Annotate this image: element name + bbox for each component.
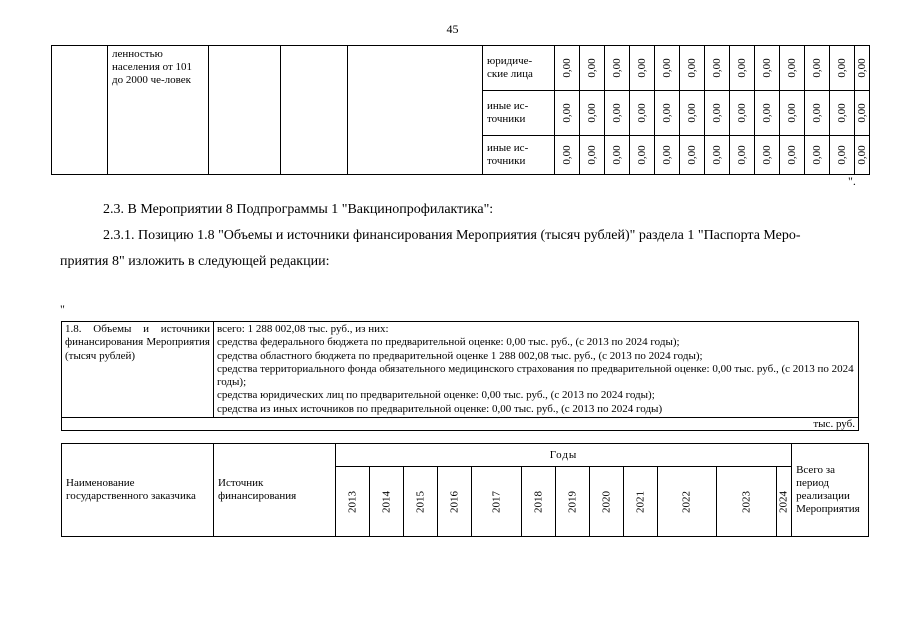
paragraph-2-3: 2.3. В Мероприятии 8 Подпрограммы 1 "Вакцинопрофилактика": xyxy=(103,202,494,217)
amount-cell xyxy=(630,46,655,91)
amount-cell xyxy=(805,91,830,136)
amount-cell xyxy=(755,91,780,136)
amount-value: 0,00 xyxy=(611,58,623,78)
amount-value: 0,00 xyxy=(636,103,648,123)
year-header-2016 xyxy=(438,467,472,537)
amount-value: 0,00 xyxy=(561,145,573,165)
amount-value: 0,00 xyxy=(586,145,598,165)
year-label: 2017 xyxy=(490,490,502,513)
year-label: 2021 xyxy=(634,490,646,513)
empty-cell xyxy=(348,46,483,175)
year-header-2014 xyxy=(370,467,404,537)
amount-value: 0,00 xyxy=(711,58,723,78)
amount-value: 0,00 xyxy=(761,145,773,165)
amount-cell xyxy=(605,91,630,136)
financing-line-other-sources: средства из иных источников по предварительной оценке: 0,00 тыс. руб., (с 2013 по 2024 годы) xyxy=(217,402,663,415)
year-label: 2014 xyxy=(380,490,392,513)
year-label: 2013 xyxy=(346,490,358,513)
financing-line-total: всего: 1 288 002,08 тыс. руб., из них: xyxy=(217,323,389,335)
amount-value: 0,00 xyxy=(561,58,573,78)
empty-cell xyxy=(209,46,281,175)
amount-value: 0,00 xyxy=(586,103,598,123)
position-label: 1.8. Объемы и источники финансирования Мероприятия (тысяч рублей) xyxy=(62,322,214,418)
amount-value: 0,00 xyxy=(836,58,848,78)
financing-line-regional: средства областного бюджета по предварительной оценке 1 288 002,08 тыс. руб., (с 2013 по 2024 годы); xyxy=(217,349,703,362)
year-label: 2020 xyxy=(600,490,612,513)
amount-cell xyxy=(705,91,730,136)
amount-cell xyxy=(780,91,805,136)
amount-cell xyxy=(855,91,870,136)
amount-cell xyxy=(805,136,830,175)
amount-cell xyxy=(855,46,870,91)
amount-cell xyxy=(705,46,730,91)
year-label: 2016 xyxy=(448,490,460,513)
amount-value: 0,00 xyxy=(856,145,868,165)
financing-table-continuation xyxy=(51,45,870,175)
amount-value: 0,00 xyxy=(811,58,823,78)
amount-cell xyxy=(755,46,780,91)
year-label: 2022 xyxy=(680,490,693,513)
amount-value: 0,00 xyxy=(736,103,748,123)
amount-cell xyxy=(830,136,855,175)
year-label: 2018 xyxy=(532,490,544,513)
opening-quote: " xyxy=(60,302,65,316)
customer-header: Наименование государственного заказчика xyxy=(62,444,214,537)
financing-description xyxy=(214,322,859,418)
amount-cell xyxy=(780,46,805,91)
amount-cell xyxy=(555,136,580,175)
year-header-2013 xyxy=(336,467,370,537)
year-header-2015 xyxy=(404,467,438,537)
amount-value: 0,00 xyxy=(686,58,698,78)
amount-value: 0,00 xyxy=(856,103,868,123)
amount-value: 0,00 xyxy=(636,145,648,165)
years-header: Годы xyxy=(336,444,792,467)
year-header-2019 xyxy=(556,467,590,537)
amount-value: 0,00 xyxy=(611,145,623,165)
amount-value: 0,00 xyxy=(711,145,723,165)
paragraph-2-3-1-line1: 2.3.1. Позицию 1.8 "Объемы и источники финансирования Мероприятия (тысяч рублей)" раздела 1 "Паспорта Меро- xyxy=(103,228,801,243)
amount-value: 0,00 xyxy=(661,103,673,123)
event-name-cell: ленностью населения от 101 до 2000 че-ловек xyxy=(108,46,209,175)
source-header: Источник финансирования xyxy=(214,444,336,537)
amount-value: 0,00 xyxy=(786,145,798,165)
amount-cell xyxy=(705,136,730,175)
amount-value: 0,00 xyxy=(736,58,748,78)
amount-cell xyxy=(780,136,805,175)
financing-line-legal-entities: средства юридических лиц по предварительной оценке: 0,00 тыс. руб., (с 2013 по 2024 годы); xyxy=(217,389,655,402)
amount-cell xyxy=(605,136,630,175)
year-header-2018 xyxy=(522,467,556,537)
amount-value: 0,00 xyxy=(561,103,573,123)
year-header-2020 xyxy=(590,467,624,537)
amount-value: 0,00 xyxy=(811,103,823,123)
amount-cell xyxy=(655,46,680,91)
unit-label: тыс. руб. xyxy=(62,418,859,431)
source-cell: иные ис-точники xyxy=(483,91,555,136)
amount-cell xyxy=(655,91,680,136)
amount-cell xyxy=(555,46,580,91)
amount-cell xyxy=(680,46,705,91)
amount-value: 0,00 xyxy=(711,103,723,123)
year-label: 2023 xyxy=(740,490,752,513)
paragraph-2-3-1-line2: приятия 8" изложить в следующей редакции: xyxy=(60,254,330,269)
closing-quote: ". xyxy=(848,174,856,188)
amount-value: 0,00 xyxy=(611,103,623,123)
year-header-2021 xyxy=(624,467,658,537)
amount-value: 0,00 xyxy=(661,145,673,165)
amount-value: 0,00 xyxy=(786,103,798,123)
amount-cell xyxy=(730,46,755,91)
amount-cell xyxy=(680,91,705,136)
amount-cell xyxy=(730,136,755,175)
amount-value: 0,00 xyxy=(761,58,773,78)
source-cell: иные ис-точники xyxy=(483,136,555,175)
amount-cell xyxy=(830,91,855,136)
year-label: 2024 xyxy=(777,490,790,513)
amount-value: 0,00 xyxy=(761,103,773,123)
year-header-2024 xyxy=(777,467,792,537)
amount-cell xyxy=(580,91,605,136)
amount-cell xyxy=(580,136,605,175)
amount-value: 0,00 xyxy=(586,58,598,78)
amount-cell xyxy=(630,136,655,175)
amount-cell xyxy=(555,91,580,136)
year-header-2022 xyxy=(658,467,717,537)
amount-cell xyxy=(655,136,680,175)
year-header-2023 xyxy=(717,467,777,537)
amount-value: 0,00 xyxy=(661,58,673,78)
amount-value: 0,00 xyxy=(686,103,698,123)
amount-cell xyxy=(855,136,870,175)
amount-value: 0,00 xyxy=(856,58,868,78)
amount-value: 0,00 xyxy=(836,103,848,123)
page-number: 45 xyxy=(446,22,459,36)
amount-cell xyxy=(580,46,605,91)
row-number-cell xyxy=(52,46,108,175)
financing-line-tfoms: средства территориального фонда обязательного медицинского страхования по предварительной оценке: 0,00 тыс. руб., (с 2013 по 2024 годы); xyxy=(217,362,854,389)
amount-cell xyxy=(630,91,655,136)
source-cell: юридиче-ские лица xyxy=(483,46,555,91)
amount-value: 0,00 xyxy=(636,58,648,78)
amount-value: 0,00 xyxy=(686,145,698,165)
passport-financing-table xyxy=(61,321,859,431)
amount-cell xyxy=(730,91,755,136)
year-label: 2015 xyxy=(414,490,426,513)
amount-value: 0,00 xyxy=(786,58,798,78)
amount-value: 0,00 xyxy=(836,145,848,165)
financing-header-table xyxy=(61,443,869,537)
amount-cell xyxy=(680,136,705,175)
total-header: Всего за период реализации Мероприятия xyxy=(792,444,869,537)
financing-line-federal: средства федерального бюджета по предварительной оценке: 0,00 тыс. руб., (с 2013 по 2024 годы); xyxy=(217,336,680,349)
amount-cell xyxy=(830,46,855,91)
empty-cell xyxy=(281,46,348,175)
amount-cell xyxy=(805,46,830,91)
amount-cell xyxy=(605,46,630,91)
amount-value: 0,00 xyxy=(736,145,748,165)
amount-cell xyxy=(755,136,780,175)
year-label: 2019 xyxy=(566,490,578,513)
amount-value: 0,00 xyxy=(811,145,823,165)
year-header-2017 xyxy=(472,467,522,537)
